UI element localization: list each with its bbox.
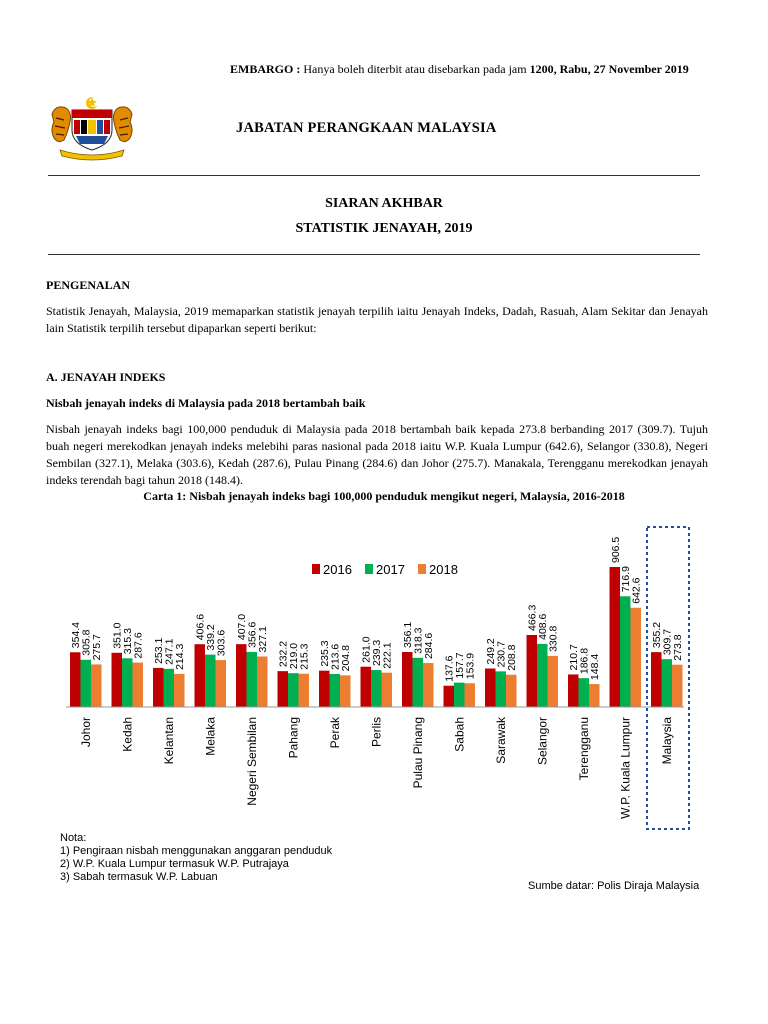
category-label-1: Kedah [120,717,135,752]
value-label-2016-11: 466.3 [526,604,539,631]
category-label-12: Terengganu [576,717,591,781]
value-label-2016-4: 407.0 [236,613,249,641]
category-label-9: Sabah [452,717,467,752]
value-label-2016-13: 906.5 [609,536,622,563]
bar-2018-5 [299,674,310,707]
value-label-2018-0: 275.7 [91,634,104,661]
legend-swatch-2017 [365,564,373,574]
bar-2018-6 [340,675,351,707]
value-label-2018-14: 273.8 [672,634,685,661]
bar-2017-6 [330,674,341,707]
value-label-2017-0: 305.8 [80,629,93,656]
bar-2018-11 [548,656,559,707]
value-label-2018-2: 214.3 [174,643,187,670]
value-label-2016-3: 406.6 [194,613,207,641]
chart-value-labels [70,537,684,682]
bar-2018-3 [216,660,227,707]
value-label-2016-9: 137.6 [443,655,456,682]
section-a-heading: A. JENAYAH INDEKS [46,370,166,384]
bar-2016-1 [112,653,123,707]
note-item-1: 1) Pengiraan nisbah menggunakan anggaran penduduk [60,845,333,857]
bar-2018-0 [91,664,102,707]
legend-swatch-2016 [312,564,320,574]
value-label-2017-7: 239.3 [371,639,384,667]
category-label-4: Negeri Sembilan [244,717,259,806]
bar-2017-12 [579,678,590,707]
bar-2017-2 [164,669,175,707]
value-label-2018-11: 330.8 [547,625,560,652]
chart-legend [312,562,458,577]
value-label-2018-10: 208.8 [506,644,519,671]
bar-2017-4 [247,652,258,707]
value-label-2017-12: 186.8 [578,647,591,675]
embargo-label: EMBARGO : [230,62,301,76]
value-label-2016-8: 356.1 [402,621,415,649]
category-label-10: Sarawak [493,717,508,764]
legend-label-2018: 2018 [429,562,458,577]
note-item-2: 2) W.P. Kuala Lumpur termasuk W.P. Putrajaya [60,858,289,870]
bar-2016-11 [527,635,538,707]
category-label-11: Selangor [535,717,550,766]
value-label-2016-6: 235.3 [319,640,332,667]
category-label-14: Malaysia [659,717,674,765]
bar-2017-5 [288,673,299,707]
bar-2016-10 [485,669,496,707]
section-a-paragraph: Nisbah jenayah indeks bagi 100,000 penduduk di Malaysia pada 2018 bertambah baik kepada 273.8 berbanding 2017 (309.7). Tujuh buah negeri merekodkan jenayah indeks melebihi paras nasional pada 2018 iaitu W.P. Kuala Lumpur (642.6), Selangor (330.8), Negeri Sembilan (327.1), Melaka (303.6), Kedah (287.6), Pulau Pinang (284.6) dan Johor (275.7). Manakala, Terengganu merekodkan jenayah indeks terendah bagi tahun 2018 (148.4). [46,422,708,487]
category-label-7: Perlis [369,717,384,748]
bar-2017-1 [122,658,133,707]
bar-2017-11 [537,644,548,707]
category-label-0: Johor [78,717,93,748]
bar-2016-4 [236,644,247,707]
intro-paragraph: Statistik Jenayah, Malaysia, 2019 memaparkan statistik jenayah terpilih iaitu Jenayah Indeks, Dadah, Rasuah, Alam Sekitar dan Jenayah lain Statistik terpilih tersebut dipaparkan seperti berikut: [46,304,708,335]
category-label-3: Melaka [203,717,218,756]
bar-2018-12 [589,684,600,707]
bar-2017-8 [413,658,424,707]
bar-2016-13 [610,567,621,707]
value-label-2017-13: 716.9 [620,566,633,593]
bar-2018-2 [174,674,185,707]
bar-2016-3 [195,644,206,707]
embargo-text: Hanya boleh diterbit atau disebarkan pada jam [303,62,527,76]
chart-category-labels [79,716,674,819]
bar-2017-9 [454,683,465,707]
data-source: Sumbe datar: Polis Diraja Malaysia [528,880,700,892]
press-release-title: SIARAN AKHBAR [325,196,443,211]
header-divider-bottom [48,254,700,255]
value-label-2018-12: 148.4 [589,653,602,681]
value-label-2016-10: 249.2 [485,638,498,665]
coat-of-arms-logo [46,94,138,162]
report-title: STATISTIK JENAYAH, 2019 [295,221,473,236]
category-label-8: Pulau Pinang [410,717,425,789]
value-label-2017-9: 157.7 [454,652,467,679]
section-a-subheading: Nisbah jenayah indeks di Malaysia pada 2018 bertambah baik [46,396,366,410]
value-label-2016-7: 261.0 [360,636,373,663]
category-label-5: Pahang [286,717,301,759]
bar-2017-10 [496,671,507,707]
bar-2017-0 [81,660,92,707]
bar-2016-6 [319,671,330,707]
value-label-2016-12: 210.7 [568,644,581,671]
value-label-2018-8: 284.6 [423,632,436,660]
bar-2018-4 [257,656,268,707]
bar-2016-14 [651,652,662,707]
legend-label-2016: 2016 [323,562,352,577]
legend-label-2017: 2017 [376,562,405,577]
value-label-2017-4: 356.6 [246,621,259,648]
value-label-2017-5: 219.0 [288,642,301,670]
bar-2016-2 [153,668,164,707]
category-label-13: W.P. Kuala Lumpur [618,717,633,819]
bar-2016-12 [568,674,579,707]
value-label-2018-9: 153.9 [464,652,477,680]
value-label-2017-8: 318.3 [412,627,425,654]
value-label-2018-13: 642.6 [630,577,643,604]
category-label-6: Perak [327,717,342,749]
value-label-2018-6: 204.8 [340,645,353,672]
bar-2017-14 [662,659,673,707]
value-label-2018-4: 327.1 [257,626,270,653]
chart-caption: Carta 1: Nisbah jenayah indeks bagi 100,000 penduduk mengikut negeri, Malaysia, 2016-2018 [143,489,625,503]
category-label-2: Kelantan [161,717,176,765]
value-label-2017-11: 408.6 [537,613,550,640]
header-divider-top [48,175,700,176]
bar-2018-14 [672,665,683,707]
bar-2018-1 [133,663,144,707]
value-label-2016-5: 232.2 [277,640,290,668]
bar-2017-13 [620,596,631,707]
value-label-2016-2: 253.1 [153,637,166,664]
embargo-time: 1200, Rabu, 27 November 2019 [529,62,689,76]
bar-2017-7 [371,670,382,707]
chart-bars [70,567,683,707]
notes-block [60,832,332,884]
notes-title: Nota: [60,832,87,844]
embargo-notice [230,62,689,77]
value-label-2017-2: 247.1 [163,638,176,665]
value-label-2017-6: 213.6 [329,643,342,671]
note-item-3: 3) Sabah termasuk W.P. Labuan [60,871,218,883]
value-label-2016-0: 354.4 [70,621,83,649]
value-label-2018-5: 215.3 [298,643,311,670]
bar-2018-13 [631,608,642,707]
intro-heading: PENGENALAN [46,278,131,292]
bar-2018-7 [382,673,393,707]
value-label-2017-3: 339.2 [205,624,218,651]
bar-2016-5 [278,671,289,707]
bar-2018-9 [465,683,476,707]
bar-2017-3 [205,655,216,707]
legend-swatch-2018 [418,564,426,574]
value-label-2016-1: 351.0 [111,622,124,649]
bar-2016-0 [70,652,81,707]
bar-2016-8 [402,652,413,707]
bar-2016-7 [361,667,372,707]
value-label-2018-1: 287.6 [132,632,145,659]
value-label-2018-7: 222.1 [381,642,394,669]
value-label-2016-14: 355.2 [651,621,664,649]
department-name: JABATAN PERANGKAAN MALAYSIA [236,120,497,136]
bar-2018-8 [423,663,434,707]
bar-2016-9 [444,686,455,707]
bar-2018-10 [506,675,517,707]
value-label-2017-10: 230.7 [495,641,508,668]
value-label-2018-3: 303.6 [215,629,228,657]
value-label-2017-14: 309.7 [661,628,674,656]
value-label-2017-1: 315.3 [122,628,135,655]
